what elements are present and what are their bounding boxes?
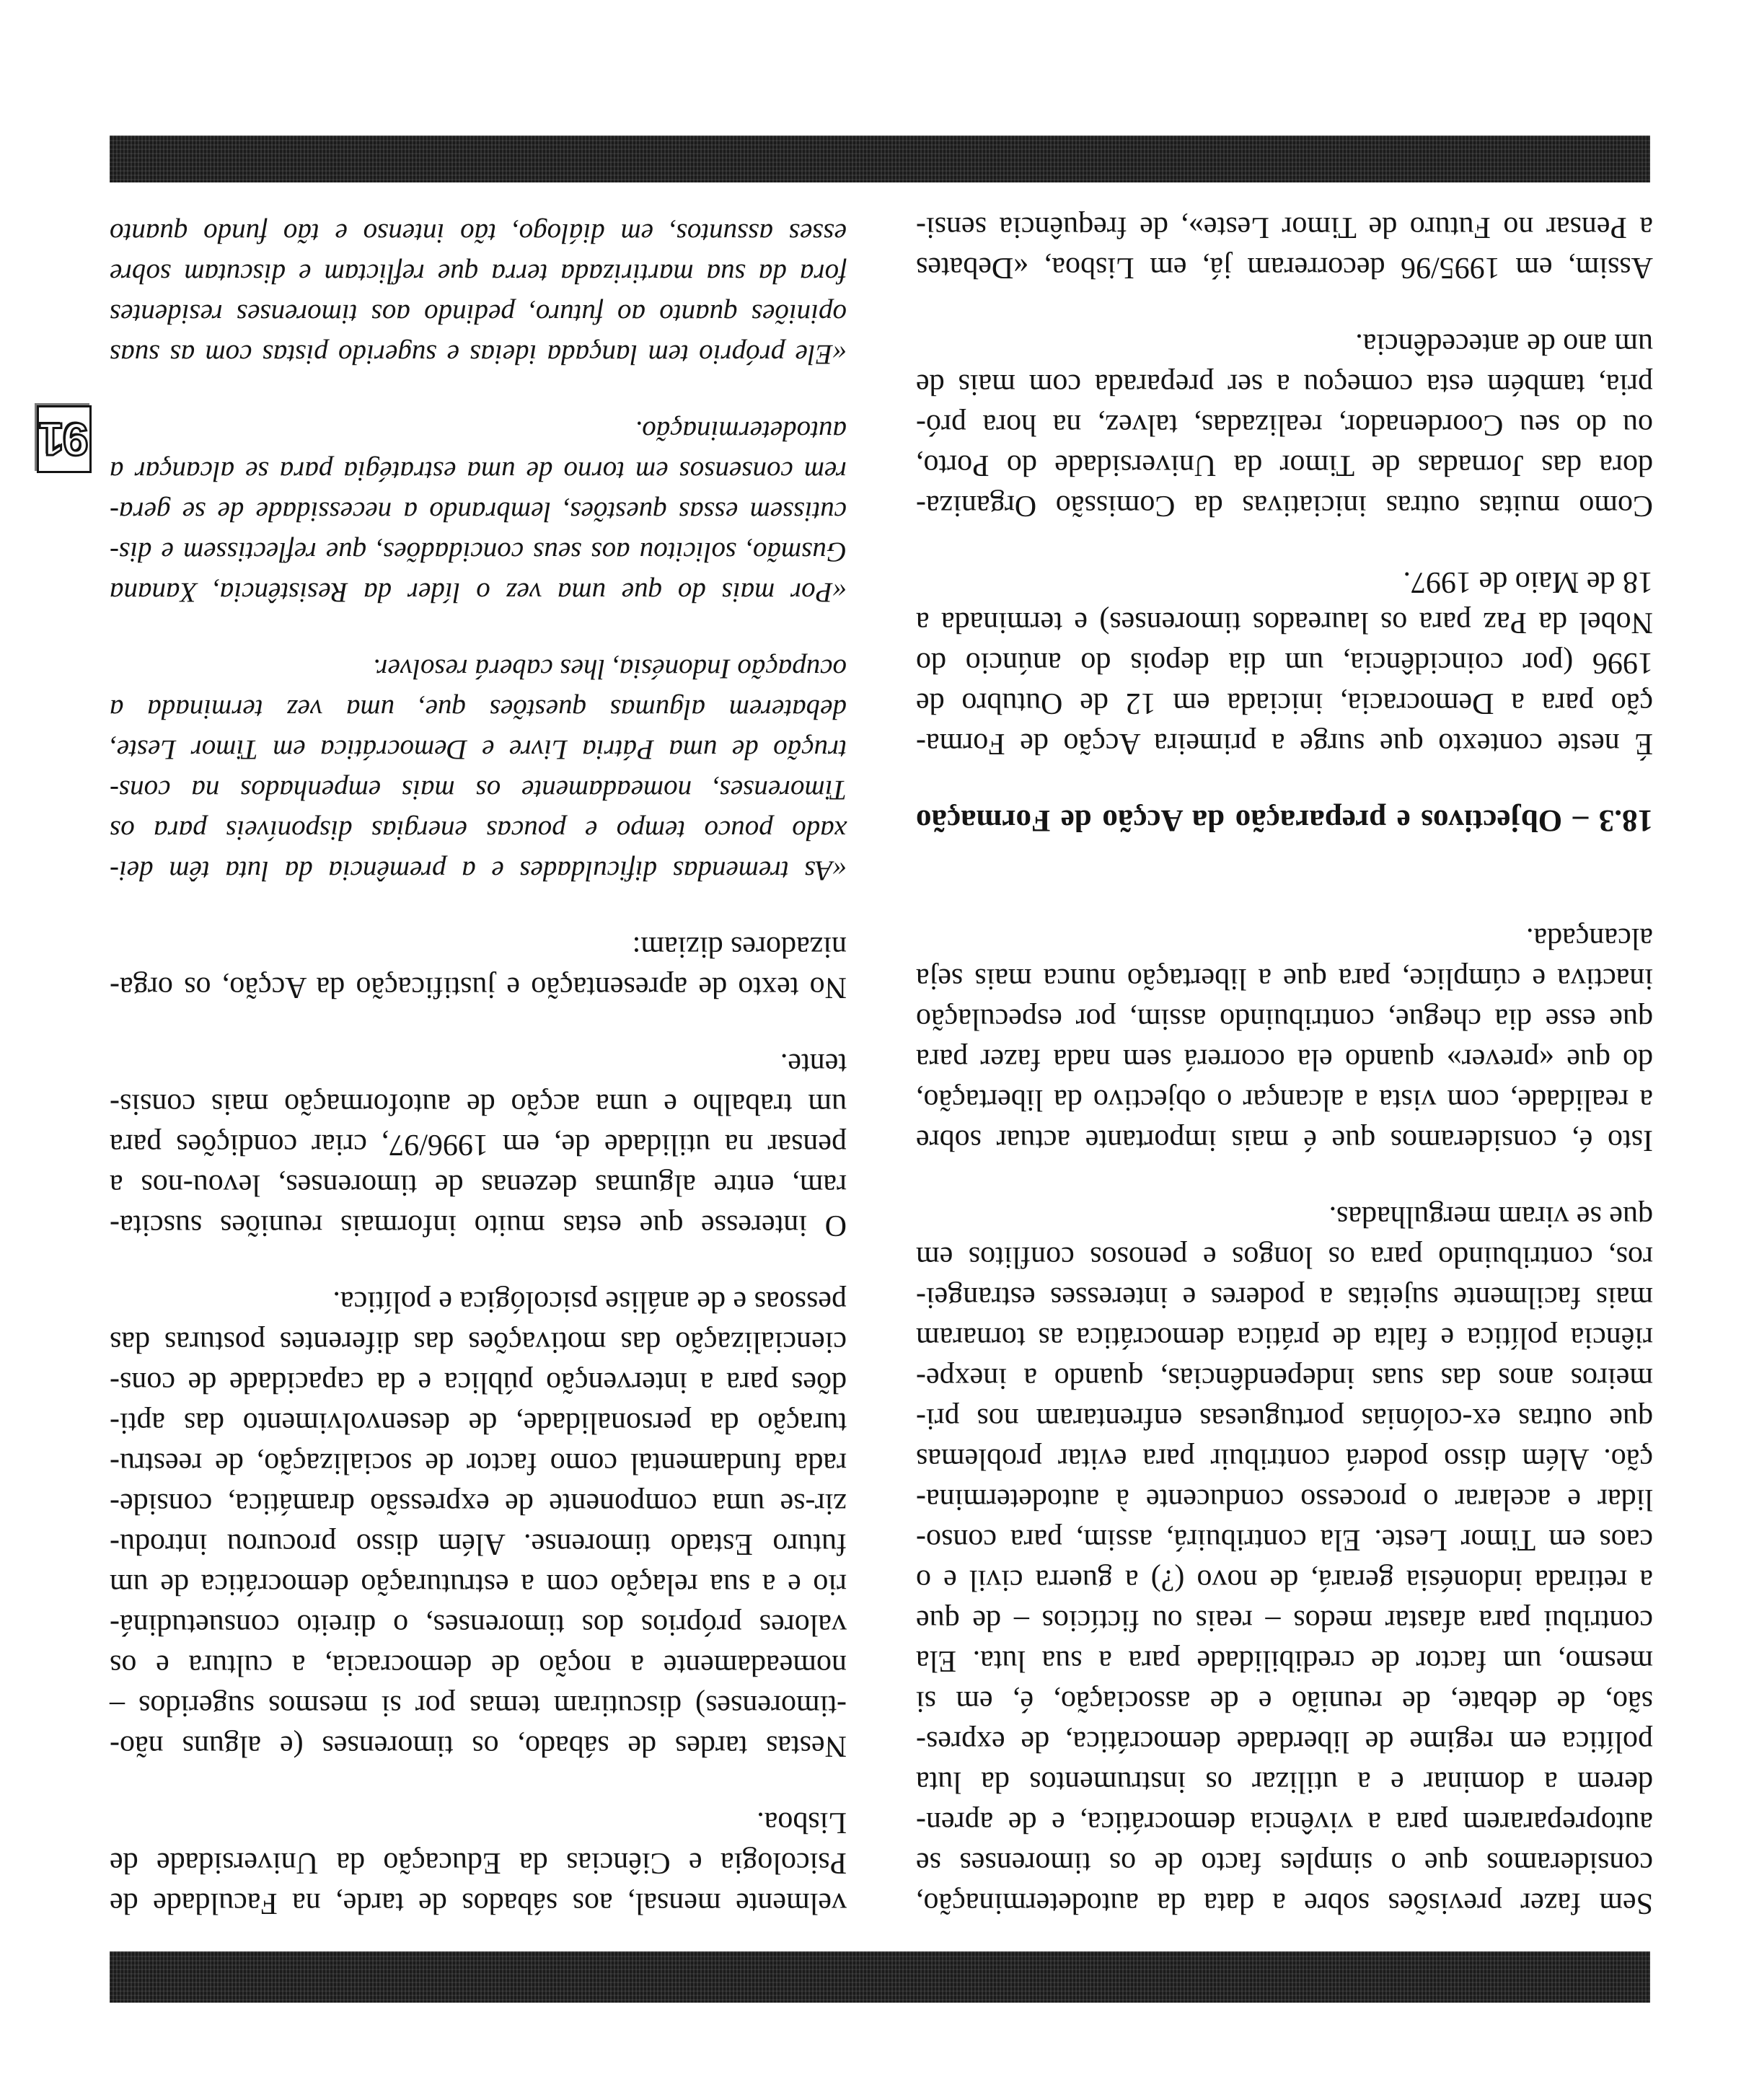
text-line: fora da sua martirizada terra que reflictam e discutam sobre — [110, 258, 847, 289]
text-line: esses assuntos, em diálogo, tão intenso e tão fundo quanto — [110, 218, 847, 249]
text-line: dões para a intervenção pública e da capacidade de cons- — [110, 1366, 847, 1399]
text-line: valores próprios dos timorenses, o direito consuetudiná- — [110, 1608, 847, 1641]
text-line: ciencialização das motivações das diferentes posturas das — [110, 1325, 847, 1359]
paragraph — [110, 1802, 847, 1923]
text-line: inactiva e cúmplice, para que a libertação nunca mais seja — [916, 962, 1653, 995]
text-line: ou do seu Coordenador, realizadas, talvez, na hora pró- — [916, 408, 1653, 441]
text-line: autoprepararem para a vivência democrática, e de apren- — [916, 1806, 1653, 1839]
text-line: trução de uma Pátria Livre e Democrática em Timor Leste, — [110, 734, 847, 765]
text-line: Psicologia e Ciências da Educação da Universidade de — [110, 1846, 847, 1879]
text-line: autodeterminação. — [635, 415, 847, 446]
left-column — [916, 207, 1653, 1923]
text-line: rada fundamental como factor de socialização, de reestru- — [110, 1447, 847, 1480]
paragraph — [916, 562, 1653, 764]
text-line: Timorenses, nomeadamente os mais empenhados na cons- — [110, 775, 847, 806]
text-line: pria, também esta começou a ser preparada com mais de — [916, 368, 1653, 401]
text-line: ram, entre algumas dezenas de timorenses, levou-nos a — [110, 1168, 847, 1201]
text-line: rem consensos em torno de uma estratégia para se alcançar a — [110, 456, 847, 487]
paragraph — [110, 1281, 847, 1766]
paragraph — [110, 1044, 847, 1245]
header-bar — [110, 1951, 1650, 2003]
text-line: caos em Timor Leste. Ela contribuirá, assim, para conso- — [916, 1523, 1653, 1556]
text-line: que esse dia chegue, contribuindo assim, por especulação — [916, 1002, 1653, 1036]
text-line: dora das Jornadas de Timor da Universidade do Porto, — [916, 449, 1653, 482]
paragraph — [916, 207, 1653, 288]
text-line: mesmo, um factor de credibilidade para a sua luta. Ela — [916, 1644, 1653, 1677]
text-line: debaterem algumas questões que, uma vez terminada a — [110, 694, 847, 725]
text-line: contribui para afastar medos – reais ou fictícios – de que — [916, 1604, 1653, 1637]
text-line: consideramos que o simples facto de os timorenses se — [916, 1846, 1653, 1879]
text-line: que se viram mergulhadas. — [1328, 1200, 1653, 1233]
text-line: Como muitas outras iniciativas da Comissão Organiza- — [916, 489, 1653, 522]
text-line: do que «prever» quando ela ocorrerá sem nada fazer para — [916, 1043, 1653, 1076]
text-line: Assim, em 1995/96 decorreram já, em Lisboa, «Debates — [916, 251, 1653, 284]
text-line: Nestas tardes de sábado, os timorenses (e alguns não- — [110, 1729, 847, 1762]
text-line: Sem fazer previsões sobre a data da autodeterminação, — [916, 1887, 1653, 1920]
text-line: derem a dominar e a utilizar os instrumentos da luta — [916, 1765, 1653, 1799]
text-line: ocupação Indonésia, lhes caberá resolver. — [372, 653, 847, 684]
text-line: -timorenses) discutiram temas por si mesmos sugeridos – — [110, 1689, 847, 1722]
text-line: ção para a Democracia, iniciada em 12 de Outubro de — [916, 687, 1653, 720]
text-line: um trabalho e uma acção de autoformação mais consis- — [110, 1088, 847, 1121]
paragraph — [916, 324, 1653, 526]
text-line: pessoas e de análise psicológica e política. — [332, 1285, 847, 1318]
text-line: a retirada indonésia gerará, de novo (?) a guerra civil e o — [916, 1563, 1653, 1597]
text-line: «Por mais do que uma vez o líder da Resistência, Xanana — [110, 577, 847, 608]
text-line: opiniões quanto ao futuro, pedindo aos timorenses residentes — [110, 299, 847, 330]
text-line: que outras ex-colónias portuguesas enfrentaram nos pri- — [916, 1402, 1653, 1435]
text-line: 18 de Maio de 1997. — [1403, 565, 1653, 599]
text-line: a Pensar no Futuro de Timor Leste», de frequência sensi- — [916, 211, 1653, 244]
text-line: Lisboa. — [757, 1806, 847, 1839]
text-line: mais facilmente sujeitas a poderes e interesses estrangei- — [916, 1281, 1653, 1314]
text-line: a realidade, com vista a alcançar o objectivo da libertação, — [916, 1083, 1653, 1116]
text-line: Isto é, consideramos que é mais importante actuar sobre — [916, 1124, 1653, 1157]
text-line: ção. Além disso poderá contribuir para evitar problemas — [916, 1442, 1653, 1475]
text-line: zir-se uma componente de expressão dramática, conside- — [110, 1487, 847, 1520]
text-line: um ano de antecedência. — [1355, 327, 1653, 361]
text-line: nomeadamente a noção de democracia, a cultura e os — [110, 1649, 847, 1682]
text-line: O interesse que estas muito informais reuniões suscita- — [110, 1209, 847, 1242]
text-line: tente. — [780, 1047, 847, 1080]
quote-paragraph — [110, 648, 847, 891]
text-line: cutissem essas questões, lembrando a necessidade de se gera- — [110, 496, 847, 527]
text-line: lidar e acelarar o processo conducente à autodetermina- — [916, 1483, 1653, 1516]
text-line: são, de debate, de reunião e de associação, é, em si — [916, 1685, 1653, 1718]
text-line: No texto de apresentação e justificação da Acção, os orga- — [110, 971, 847, 1004]
text-line: meiros anos das suas independências, quando a inexpe- — [916, 1362, 1653, 1395]
page-number-box — [37, 405, 92, 473]
right-column — [110, 213, 847, 1923]
quote-paragraph — [110, 213, 847, 374]
text-line: política em regime de liberdade democrática, de expres- — [916, 1725, 1653, 1758]
page-number: 91 — [40, 413, 89, 465]
footer-bar — [110, 136, 1650, 182]
text-line: Gusmão, solicitou aos seus concidadões, que reflectissem e dis- — [110, 537, 847, 568]
text-line: futuro Estado timorense. Além disso procurou introdu- — [110, 1527, 847, 1561]
text-line: xado pouco tempo e poucas energias disponíveis para os — [110, 815, 847, 846]
text-line: pensar na utilidade de, em 1996/97, criar condições para — [110, 1128, 847, 1161]
quote-paragraph — [110, 410, 847, 612]
text-line: velmente mensal, aos sábados de tarde, na Faculdade de — [110, 1887, 847, 1920]
text-line: alcançada. — [1525, 922, 1653, 955]
paragraph — [916, 918, 1653, 1160]
text-line: Nobel da Paz para os laureados timorenses) e terminada a — [916, 606, 1653, 639]
text-line: 1996 (por coincidência, um dia depois do anúncio do — [916, 646, 1653, 679]
text-line: turação da personalidade, de desenvolvimento das apti- — [110, 1406, 847, 1439]
text-line: ros, contribuindo para os longos e penosos conflitos em — [916, 1240, 1653, 1274]
section-heading: 18.3 – Objectivos e preparação da Acção de Formação — [916, 803, 1653, 837]
text-line: riência política e falta de prática democrática as tornaram — [916, 1321, 1653, 1354]
text-line: rio e a sua relação com a estruturação democrática de um — [110, 1568, 847, 1601]
paragraph — [110, 927, 847, 1007]
text-line: «As tremendas dificuldades e a premência da luta têm dei- — [110, 855, 847, 886]
text-line: nizadores diziam: — [632, 930, 847, 963]
text-line: É neste contexto que surge a primeira Acção de Forma- — [916, 727, 1653, 760]
text-line: «Ele próprio tem lançada ideias e sugerido pistas com as suas — [110, 339, 847, 370]
paragraph — [916, 1196, 1653, 1923]
